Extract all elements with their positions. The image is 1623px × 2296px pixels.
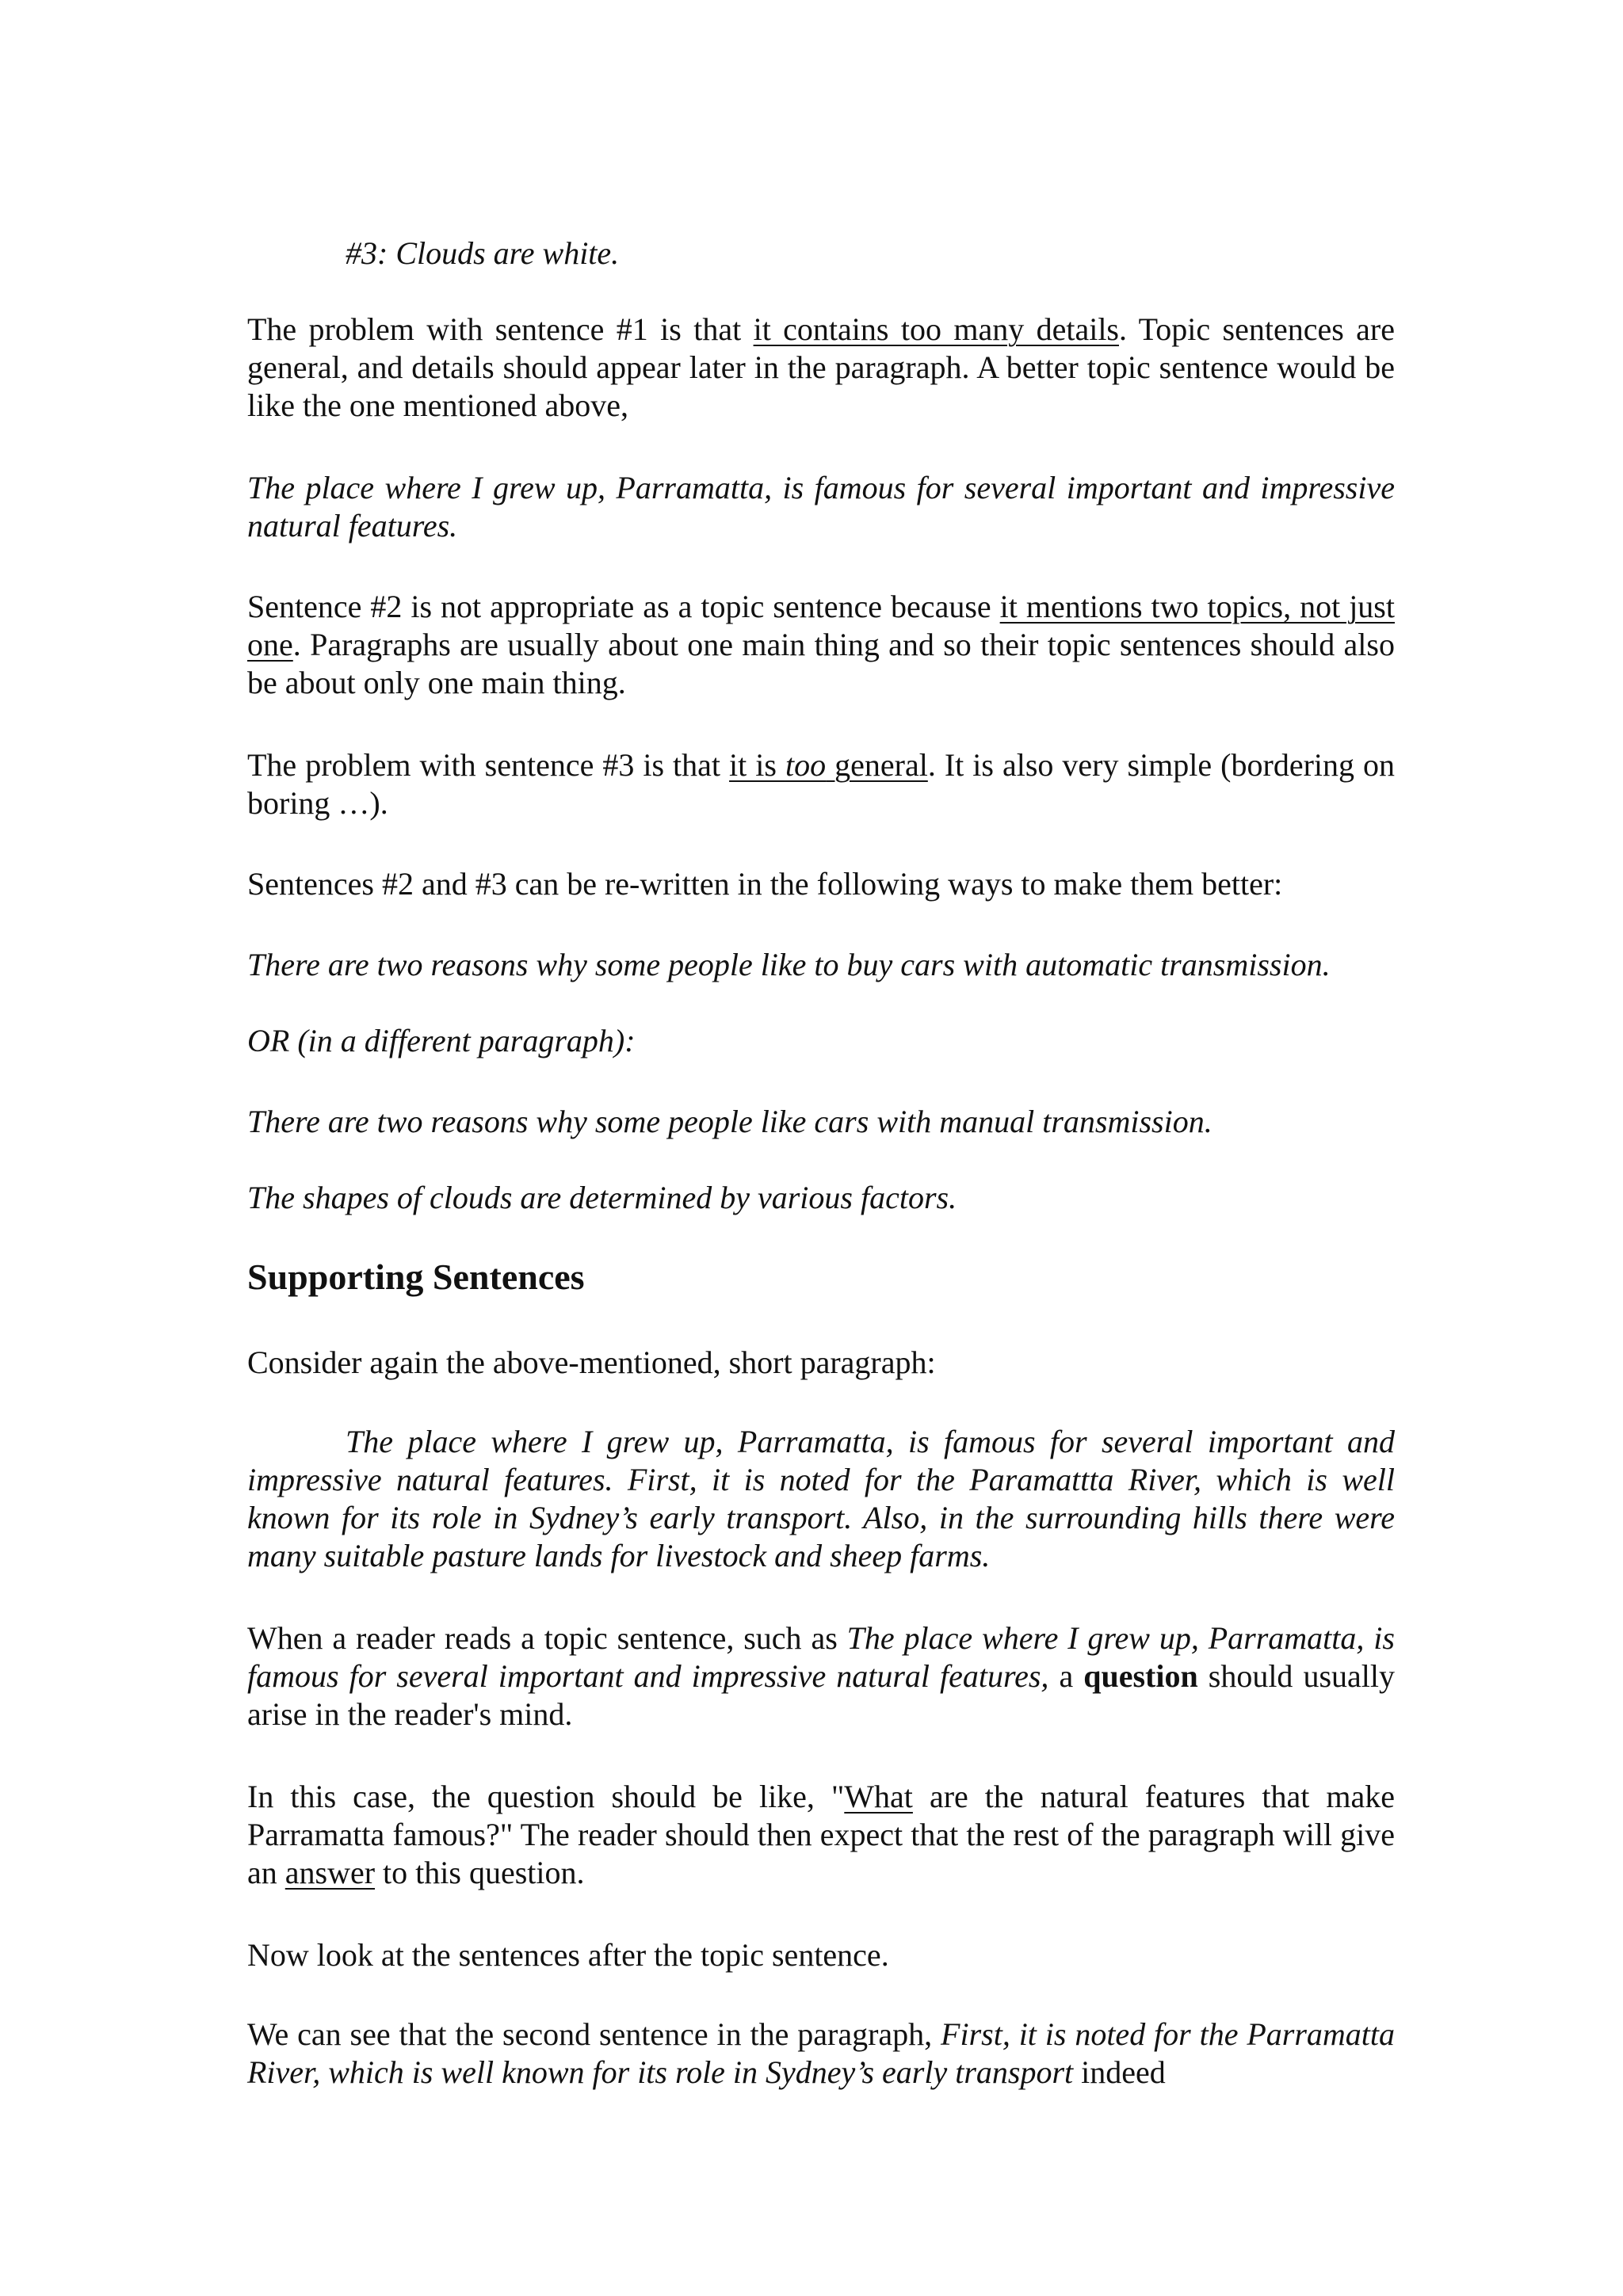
text-run: to this question. [375, 1855, 585, 1890]
underlined-phrase: it mentions two topics, not just one [247, 589, 1395, 662]
paragraph-sentence-2-problem [247, 588, 1395, 702]
italic-phrase: First, it is noted for the Parramatta River, which is well known for its role in Sydney’s early transport [247, 2016, 1396, 2090]
paragraph-sentence-3-problem [247, 746, 1395, 822]
italic-phrase: The place where I grew up, Parramatta, is famous for several important and impressive natural features, [247, 1620, 1395, 1694]
underlined-phrase: general [826, 747, 928, 783]
text-run: Sentence #2 is not appropriate as a topic sentence because [247, 589, 1000, 624]
topic-sentence-example: The place where I grew up, Parramatta, is famous for several important and impressive natural features. [247, 470, 1395, 543]
text-run: The problem with sentence #1 is that [247, 311, 754, 347]
bold-word: question [1083, 1658, 1198, 1694]
text-run: The problem with sentence #3 is that [247, 747, 730, 783]
section-heading-supporting-sentences: Supporting Sentences [247, 1257, 585, 1297]
rewrite-example-2: There are two reasons why some people like cars with manual transmission. [247, 1104, 1212, 1139]
paragraph-consider-again: Consider again the above-mentioned, short paragraph: [247, 1344, 936, 1380]
quoted-sample-paragraph: The place where I grew up, Parramatta, is famous for several important and impressive natural features. First, it is noted for the Paramattta River, which is well known for its role in Sydney’s early transport. Also, in the surrounding hills there were many suitable pasture lands for livestock and sheep farms. [247, 1424, 1395, 1573]
paragraph-question-example [247, 1778, 1395, 1892]
text-run: a [1048, 1658, 1084, 1694]
text-run: are the natural features that make Parramatta famous?" The reader should then expect that the rest of the paragraph will give an [247, 1779, 1395, 1890]
rewrite-example-1: There are two reasons why some people like to buy cars with automatic transmission. [247, 947, 1331, 982]
text-run: indeed [1073, 2054, 1166, 2090]
example-sentence-3: #3: Clouds are white. [346, 235, 620, 271]
text-run: We can see that the second sentence in the paragraph, [247, 2016, 941, 2052]
text-run: . Topic sentences are general, and details should appear later in the paragraph. A better topic sentence would be like the one mentioned above, [247, 311, 1395, 423]
text-run: When a reader reads a topic sentence, such as [247, 1620, 847, 1656]
text-run: In this case, the question should be like, " [247, 1779, 845, 1814]
underlined-word: answer [285, 1855, 376, 1890]
paragraph-second-sentence [247, 2016, 1395, 2092]
rewrite-example-3: The shapes of clouds are determined by various factors. [247, 1180, 957, 1215]
underlined-phrase: it is [729, 747, 785, 783]
paragraph-rewrite-intro: Sentences #2 and #3 can be re-written in the following ways to make them better: [247, 866, 1283, 902]
rewrite-or-note: OR (in a different paragraph): [247, 1023, 636, 1058]
paragraph-look-at-sentences: Now look at the sentences after the topic sentence. [247, 1937, 889, 1973]
text-run: should usually arise in the reader's mind. [247, 1658, 1395, 1732]
paragraph-sentence-1-problem [247, 311, 1395, 425]
paragraph-reader-question [247, 1619, 1395, 1733]
underlined-italic-word: too [785, 747, 827, 783]
text-run: . It is also very simple (bordering on boring …). [247, 747, 1396, 821]
underlined-phrase: it contains too many details [753, 311, 1119, 347]
underlined-word: What [844, 1779, 913, 1814]
text-run: . Paragraphs are usually about one main thing and so their topic sentences should also be about only one main thing. [247, 627, 1395, 700]
